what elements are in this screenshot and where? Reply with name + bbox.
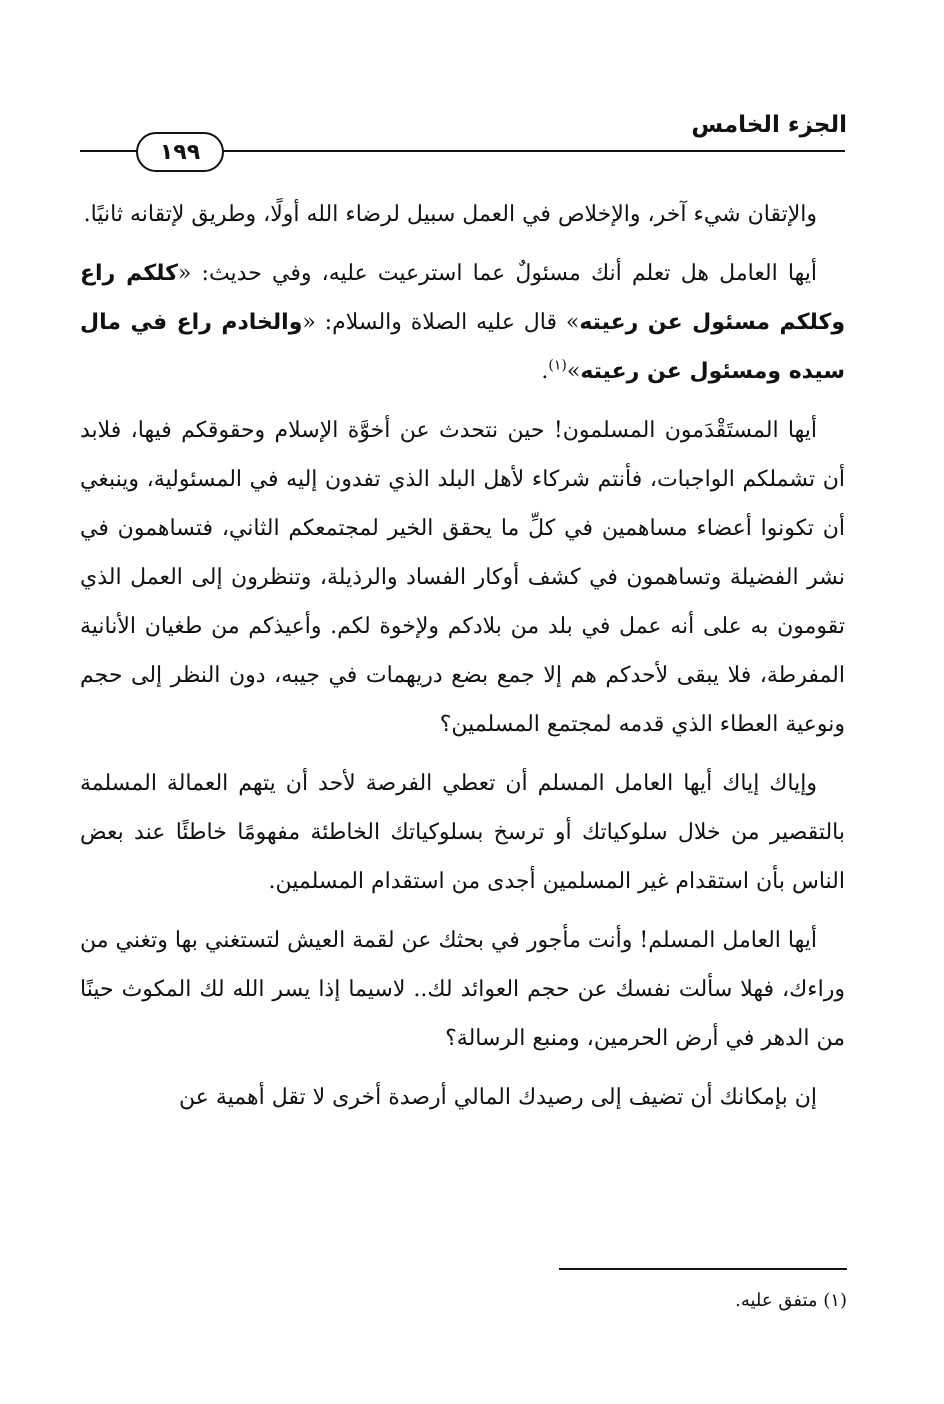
paragraph-5: أيها العامل المسلم! وأنت مأجور في بحثك عن لقمة العيش لتستغني بها وتغني من وراءك، فهلا سألت نفسك عن حجم العوائد لك.. لاسيما إذا يسر الله لك المكوث حينًا من الدهر في أرض الحرمين، ومنبع الرسالة؟: [80, 928, 845, 1051]
running-title: الجزء الخامس: [691, 112, 847, 138]
p2-close-quote: »: [566, 359, 581, 384]
paragraph-4: وإياك إياك أيها العامل المسلم أن تعطي الفرصة لأحد أن يتهم العمالة المسلمة بالتقصير من خلال سلوكياتك أو ترسخ بسلوكياتك الخاطئة مفهومًا خاطئًا عند بعض الناس بأن استقدام غير المسلمين أجدى من استقدام المسلمين.: [80, 771, 845, 894]
footnote-reference[interactable]: (١): [548, 357, 567, 374]
p2-end: .: [541, 359, 549, 384]
paragraph-2: [80, 249, 845, 396]
paragraph-3: أيها المستَقْدَمون المسلمون! حين نتحدث عن أخوَّة الإسلام وحقوقكم فيها، فلابد أن تشملكم الواجبات، فأنتم شركاء لأهل البلد الذي تفدون إليه في المسئولية، وينبغي أن تكونوا أعضاء مساهمين في كلِّ ما يحقق الخير لمجتمعكم الثاني، فتساهمون في نشر الفضيلة وتساهمون في كشف أوكار الفساد والرذيلة، وتنظرون إلى العمل الذي تقومون به على أنه عمل في بلد من بلادكم ولإخوة لكم. وأعيذكم من طغيان الأنانية المفرطة، فلا يبقى لأحدكم هم إلا جمع بضع دريهمات في جيبه، دون النظر إلى حجم ونوعية العطاء الذي قدمه لمجتمع المسلمين؟: [80, 418, 845, 737]
hadith-quote-2: والخادم راع في مال سيده ومسئول عن رعيته: [80, 310, 845, 384]
footnote-1: (١) متفق عليه.: [735, 1290, 847, 1311]
p2-intro: أيها العامل هل تعلم أنك مسئولٌ عما استرعيت عليه، وفي حديث: «: [177, 261, 817, 286]
p2-middle: » قال عليه الصلاة والسلام: «: [302, 310, 580, 335]
hadith-quote-1: كلكم راع وكلكم مسئول عن رعيته: [80, 261, 846, 335]
paragraph-1: والإتقان شيء آخر، والإخلاص في العمل سبيل لرضاء الله أولًا، وطريق لإتقانه ثانيًا.: [83, 202, 817, 227]
main-text: [80, 190, 845, 1132]
footnote-divider: [559, 1268, 847, 1270]
page-number-badge: ١٩٩: [136, 132, 224, 172]
paragraph-6: إن بإمكانك أن تضيف إلى رصيدك المالي أرصدة أخرى لا تقل أهمية عن: [178, 1085, 817, 1110]
